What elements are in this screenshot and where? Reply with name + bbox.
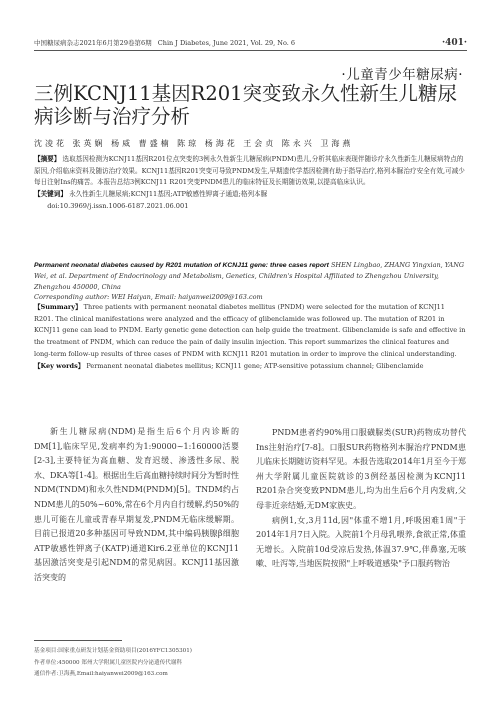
- abstract-paragraph: [34, 154, 466, 189]
- header-divider: [34, 50, 467, 51]
- english-keywords-text: Permanent neonatal diabetes mellitus; KCNJ11 gene; ATP-sensitive potassium channel; Glibenclamide: [86, 361, 424, 370]
- english-front-matter: [34, 260, 466, 303]
- keywords-text: 永久性新生儿糖尿病;KCNJ11基因;ATP敏感性钾离子通道;格列本脲: [69, 190, 268, 199]
- body-paragraph: 新生儿糖尿病(NDM)是指生后6个月内诊断的DM[1],临床罕见,发病率约为1:90000~1:160000活婴[2-3],主要特征为高血糖、发育迟缓、渗透性多尿、脱水、DKA等[1-4]。根据出生后高血糖持续时间分为暂时性NDM(TNDM)和永久性NDM(PNDM)[5]。TNDM约占NDM患儿的50%~60%,常在6个月内自行缓解,约50%的患儿可能在儿童或青春早期复发,PNDM无临床缓解期。目前已报道20多种基因可导致NDM,其中编码胰腺β细胞ATP敏感性钾离子(KATP)通道Kir6.2亚单位的KCNJ11基因激活突变是引起NDM的常见病因。KCNJ11基因激活突变的: [34, 427, 239, 582]
- footnote-divider: [34, 640, 122, 641]
- english-abstract: [34, 302, 466, 372]
- case-paragraph: 病例1,女,3月11d,因"体重不增1月,呼吸困难1周"于2014年1月7日入院。入院前1个月母乳喂养,食欲正常,体重无增长。入院前10d受凉后发热,体温37.9℃,伴鼻塞,无咳嗽、吐泻等,当地医院按照"上呼吸道感染"予口服药物治: [256, 515, 466, 569]
- summary-label: 【Summary】: [34, 303, 82, 311]
- english-keywords-line: [34, 361, 466, 373]
- column-tag: ·儿童青少年糖尿病·: [341, 67, 463, 83]
- english-authors: SHEN Lingbao, ZHANG Yingxian, YANG Wei, et al. Department of Endocrinology and Metabolism, Genetics, Children's Hospital Affiliated to Zhengzhou University, Zhengzhou 450000, China: [34, 261, 465, 291]
- summary-paragraph: [34, 302, 466, 361]
- corresponding-author: Corresponding author: WEI Haiyan, Email: haiyanwei2009@163.com: [34, 293, 263, 301]
- doi-line: [34, 201, 466, 213]
- english-keywords-label: 【Key words】: [34, 361, 85, 370]
- keywords-line: [34, 189, 466, 201]
- body-paragraph: PNDM患者约90%用口服磺脲类(SUR)药物成功替代Ins注射治疗[7-8]。口服SUR药物格列本脲治疗PNDM患儿临床长期随访资料罕见。本报告选取2014年1月至今于郑州大学附属儿童医院就诊的3例经基因检测为KCNJ11 R201杂合突变致PNDM患儿,均为出生后6个月内发病,父母非近亲结婚,无DM家族史。: [256, 428, 466, 510]
- abstract-text: 选取基因检测为KCNJ11基因R201位点突变的3例永久性新生儿糖尿病(PNDM)患儿,分析其临床表现伴随诊疗永久性新生儿糖尿病特点的原因,介绍临床资料及随访治疗效果。KCNJ11基因R201突变可导致PNDM发生,早期遗传学基因检测有助于指导治疗,格列本脲治疗安全有效,可减少每日注射Ins的痛苦。本报告总结3例KCNJ11 R201突变PNDM患儿的临床特征及长期随访效果,以提高临床认识。: [34, 155, 465, 187]
- affiliation-note: 作者单位:450000 郑州大学附属儿童医院内分泌遗传代谢科: [34, 659, 183, 666]
- journal-citation: [34, 38, 295, 47]
- body-column-right: [256, 426, 466, 572]
- english-title: Permanent neonatal diabetes caused by R201 mutation of KCNJ11 gene: three cases report: [34, 262, 329, 269]
- journal-name-en: Chin J Diabetes, June 2021, Vol. 29, No. 6: [157, 39, 296, 47]
- author-list: 沈凌花 张英娴 杨威 曹盛楠 陈琼 杨海花 王会贞 陈永兴 卫海燕: [34, 139, 354, 148]
- keywords-label: 【关键词】: [34, 190, 67, 199]
- summary-text: Three patients with permanent neonatal diabetes mellitus (PNDM) were selected for the mutation of KCNJ11 R201. The clinical manifestations were analyzed and the efficacy of glibenclamide was followed up. The mutation of R201 in KCNJ11 gene can lead to PNDM. Early genetic gene detection can help guide the treatment. Glibenclamide is safe and effective in the treatment of PNDM, which can reduce the pain of daily insulin injection. This report summarizes the clinical features and long-term follow-up results of three cases of PNDM with KCNJ11 R201 mutation in order to improve the clinical understanding.: [34, 303, 466, 358]
- chinese-abstract: [34, 154, 466, 213]
- journal-name-cn: 中国糖尿病杂志2021年6月第29卷第6期: [34, 39, 152, 47]
- page-number: ·401·: [441, 38, 467, 48]
- article-title: 三例KCNJ11基因R201突变致永久性新生儿糖尿病诊断与治疗分析: [34, 82, 458, 128]
- doi-text: doi:10.3969/j.issn.1006-6187.2021.06.001: [47, 201, 189, 210]
- footnotes: [34, 646, 334, 681]
- running-head: [34, 38, 467, 48]
- funding-note: 基金项目:国家重点研发计划基金资助项目(2016YFC1305301): [34, 648, 192, 654]
- abstract-label: 【摘要】: [34, 155, 61, 163]
- correspondence-note: 通信作者:卫海燕,Email:haiyanwei2009@163.com: [34, 671, 168, 677]
- body-column-left: [34, 425, 239, 586]
